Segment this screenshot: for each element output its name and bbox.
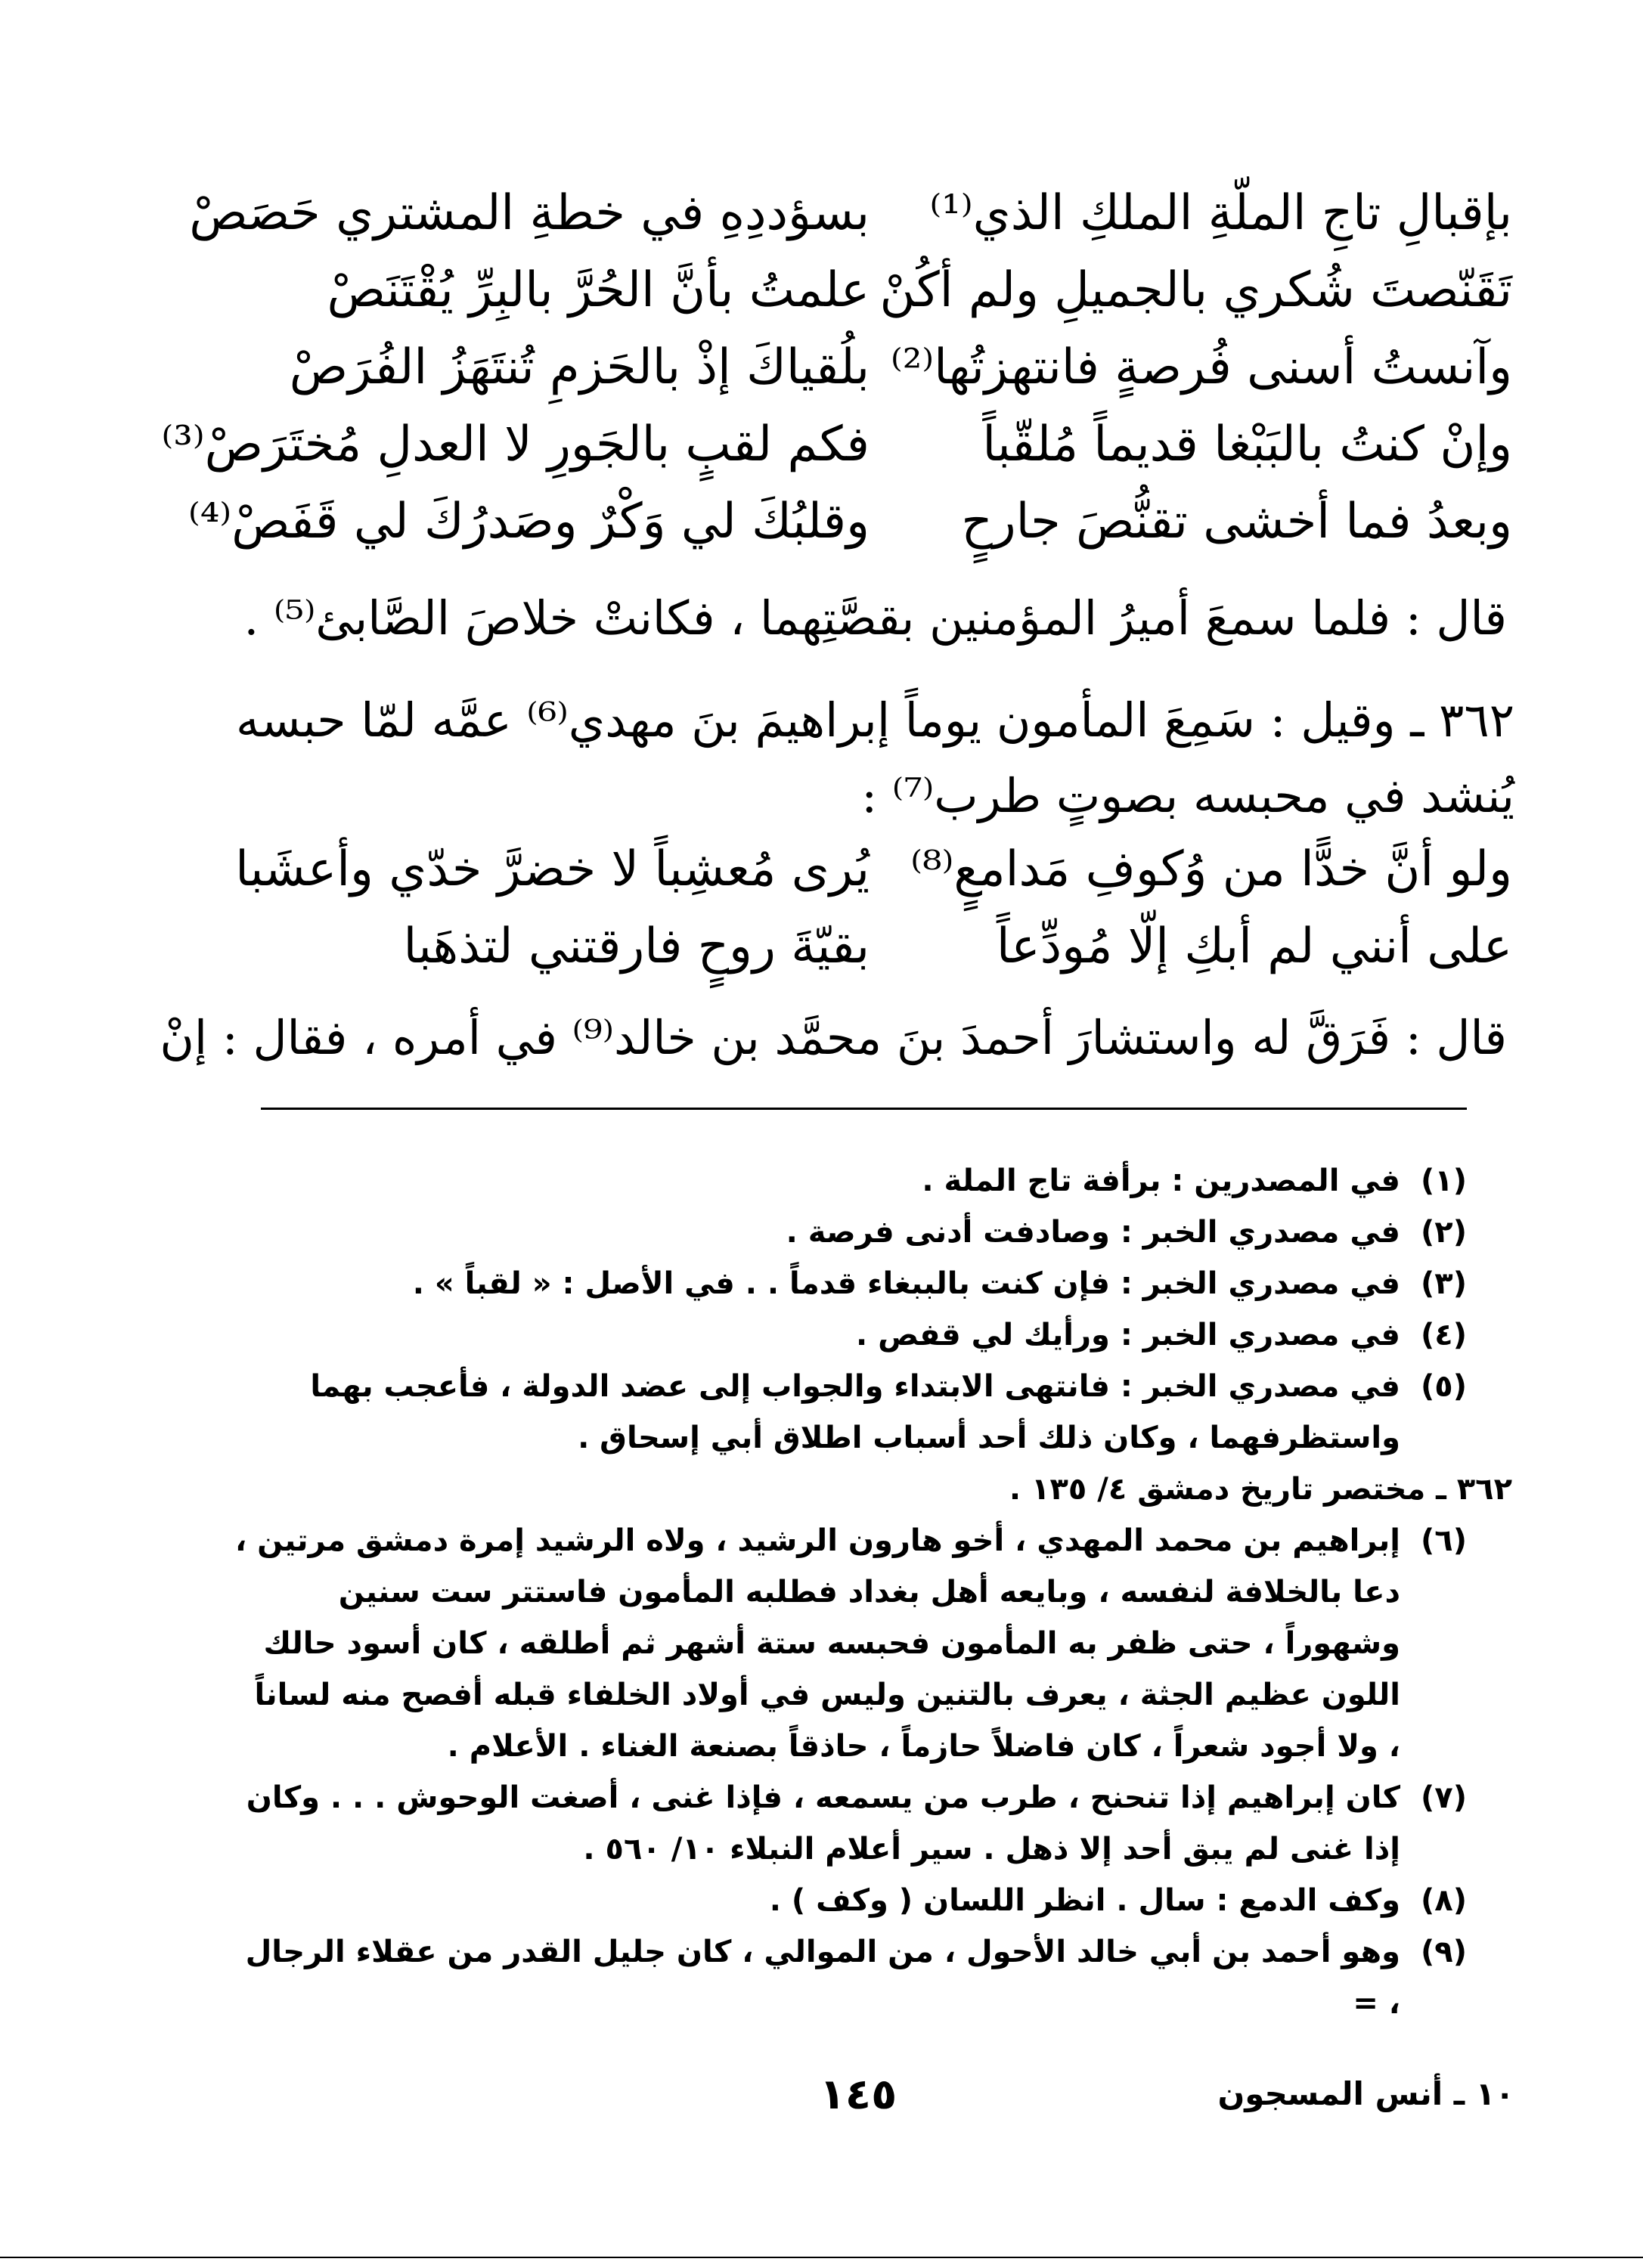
verse-second-hemistich: بلُقياكَ إذْ بالحَزمِ تُنتَهَزُ الفُرَصْ (289, 339, 870, 395)
verse-first-hemistich: وآنستُ أسنى فُرصةٍ فانتهزتُها⁽²⁾ (890, 339, 1512, 395)
paragraph: قال : فَرَقَّ له واستشارَ أحمدَ بنَ محمَّد بن خالد⁽⁹⁾ في أمره ، فقال : إنْ (160, 1010, 1507, 1065)
verse-first-hemistich: وإنْ كنتُ بالبَبْغا قديماً مُلقّباً (982, 417, 1512, 472)
footnote-number: (٣) (1421, 1266, 1467, 1301)
verse (161, 407, 1512, 484)
verse-second-hemistich: بسؤددِهِ في خطةِ المشتري حَصَصْ (189, 185, 870, 241)
scan-edge (0, 2257, 1643, 2258)
poem-1 (161, 175, 1512, 561)
footnote-number: (٨) (1421, 1883, 1467, 1918)
page-number: ١٤٥ (819, 2070, 897, 2119)
footnote-text: في مصدري الخبر : فانتهى الابتداء والجواب إلى عضد الدولة ، فأعجب بهما واستظرفهما ، وكان ذلك أحد أسباب اطلاق أبي إسحاق . (310, 1369, 1400, 1455)
footnote (234, 1361, 1467, 1464)
running-footer-title: ١٠ ـ أنس المسجون (1217, 2075, 1514, 2112)
verse-first-hemistich: على أنني لم أبكِ إلّا مُودِّعاً (996, 919, 1512, 974)
paragraph: ٣٦٢ ـ وقيل : سَمِعَ المأمون يوماً إبراهيمَ بنَ مهدي⁽⁶⁾ عمَّه لمّا حبسه (236, 692, 1514, 748)
footnote-number: (٩) (1421, 1935, 1467, 1969)
footnote-number: (٥) (1421, 1369, 1467, 1404)
footnote (234, 1926, 1467, 2029)
paragraph: يُنشد في محبسه بصوتٍ طرب⁽⁷⁾ : (861, 768, 1514, 823)
source-citation: ٣٦٢ ـ مختصر تاريخ دمشق ٤/ ١٣٥ . (1009, 1472, 1512, 1507)
footnote-divider (261, 1108, 1467, 1110)
verse-second-hemistich: فكم لقبٍ بالجَورِ لا العدلِ مُختَرَصْ⁽³⁾ (161, 417, 870, 472)
footnote (234, 1309, 1467, 1361)
footnote (234, 1515, 1467, 1772)
verse-second-hemistich: علمتُ بأنَّ الحُرَّ بالبِرِّ يُقْتَنَصْ (327, 262, 870, 318)
verse-second-hemistich: بقيّةَ روحٍ فارقتني لتذهَبا (403, 919, 870, 974)
footnote (234, 1258, 1467, 1309)
verse-second-hemistich: يُرى مُعشِباً لا خضرَّ خدّي وأعشَبا (235, 841, 870, 897)
footnote-number: (٦) (1421, 1523, 1467, 1558)
verse-first-hemistich: بإقبالِ تاجِ الملّةِ الملكِ الذي⁽¹⁾ (929, 185, 1512, 241)
footnote-number: (٤) (1421, 1318, 1467, 1352)
footnote-text: في مصدري الخبر : وصادفت أدنى فرصة . (786, 1215, 1400, 1250)
footnote (234, 1207, 1467, 1258)
footnote-number: (٧) (1421, 1780, 1467, 1815)
verse-first-hemistich: ولو أنَّ خدًّا من وُكوفِ مَدامعٍ⁽⁸⁾ (910, 841, 1512, 897)
verse (188, 484, 1512, 561)
verse-first-hemistich: تَقَنّصتَ شُكري بالجميلِ ولم أكُنْ (879, 262, 1512, 318)
footnote-text: كان إبراهيم إذا تنحنح ، طرب من يسمعه ، فإذا غنى ، أصغت الوحوش . . . وكان إذا غنى لم يبق أحد إلا ذهل . سير أعلام النبلاء ١٠/ ٥٦٠ . (246, 1780, 1400, 1867)
verse-first-hemistich: وبعدُ فما أخشى تقنُّصَ جارحٍ (961, 494, 1512, 550)
footnote (234, 1772, 1467, 1875)
footnote (234, 1875, 1467, 1926)
footnote-text: إبراهيم بن محمد المهدي ، أخو هارون الرشيد ، ولاه الرشيد إمرة دمشق مرتين ، دعا بالخلافة لنفسه ، وبايعه أهل بغداد فطلبه المأمون فاستتر ست سنين وشهوراً ، حتى ظفر به المأمون فحبسه ستة أشهر ثم أطلقه ، كان أسود حالك اللون عظيم الجثة ، يعرف بالتنين وليس في أولاد الخلفاء قبله أفصح منه لساناً ، ولا أجود شعراً ، كان فاضلاً حازماً ، حاذقاً بصنعة الغناء . الأعلام . (235, 1523, 1400, 1764)
poem-2 (235, 832, 1512, 986)
footnote-text: وهو أحمد بن أبي خالد الأحول ، من الموالي ، كان جليل القدر من عقلاء الرجال ، = (245, 1935, 1400, 2021)
footnote-number: (١) (1421, 1163, 1467, 1198)
verse (242, 330, 1512, 407)
footnotes (234, 1155, 1512, 2029)
footnote-text: في المصدرين : برأفة تاج الملة . (922, 1163, 1400, 1198)
verse (235, 832, 1512, 909)
verse (242, 253, 1512, 330)
footnote-text: في مصدري الخبر : ورأيك لي قفص . (856, 1318, 1400, 1352)
footnote-text: وكف الدمع : سال . انظر اللسان ( وكف ) . (769, 1883, 1400, 1918)
footnote-text: في مصدري الخبر : فإن كنت بالببغاء قدماً . . في الأصل : « لقباً » . (412, 1266, 1400, 1301)
verse (242, 909, 1512, 986)
footnote-number: (٢) (1421, 1215, 1467, 1250)
paragraph: قال : فلما سمعَ أميرُ المؤمنين بقصَّتِهما ، فكانتْ خلاصَ الصَّابئ⁽⁵⁾ . (243, 590, 1507, 646)
footnote (234, 1155, 1467, 1207)
verse-second-hemistich: وقلبُكَ لي وَكْرٌ وصَدرُكَ لي قَفَصْ⁽⁴⁾ (188, 494, 870, 550)
verse (189, 175, 1512, 253)
